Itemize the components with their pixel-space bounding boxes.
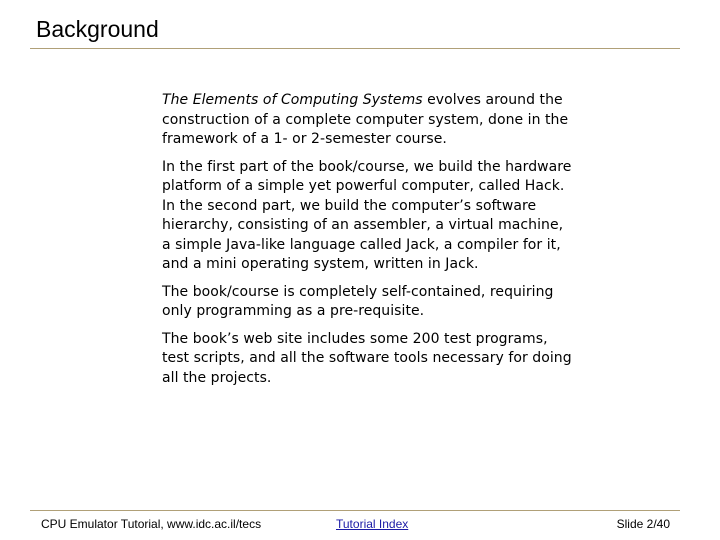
paragraph-intro	[162, 91, 572, 150]
slide-number: Slide 2/40	[616, 517, 670, 531]
paragraph-intro-text: evolves around the construction of a complete computer system, done in the framework of a 1- or 2-semester course.	[162, 92, 569, 147]
slide-body	[162, 91, 572, 396]
footer-course-info: CPU Emulator Tutorial, www.idc.ac.il/tecs	[41, 517, 262, 531]
paragraph-book-parts: In the first part of the book/course, we build the hardware platform of a simple yet powerful computer, called Hack. In the second part, we build the computer’s software hierarchy, consisting of an assembler, a virtual machine, a simple Java-like language called Jack, a compiler for it, and a mini operating system, written in Jack.	[162, 158, 572, 272]
tutorial-index-link[interactable]: Tutorial Index	[336, 517, 409, 531]
title-divider	[30, 48, 680, 49]
paragraph-web-site: The book’s web site includes some 200 test programs, test scripts, and all the software tools necessary for doing all the projects.	[162, 330, 572, 386]
paragraph-prerequisites: The book/course is completely self-contained, requiring only programming as a pre-requisite.	[162, 283, 554, 319]
slide-title: Background	[36, 16, 159, 42]
footer-divider	[30, 510, 680, 511]
book-title: The Elements of Computing Systems	[162, 92, 423, 108]
